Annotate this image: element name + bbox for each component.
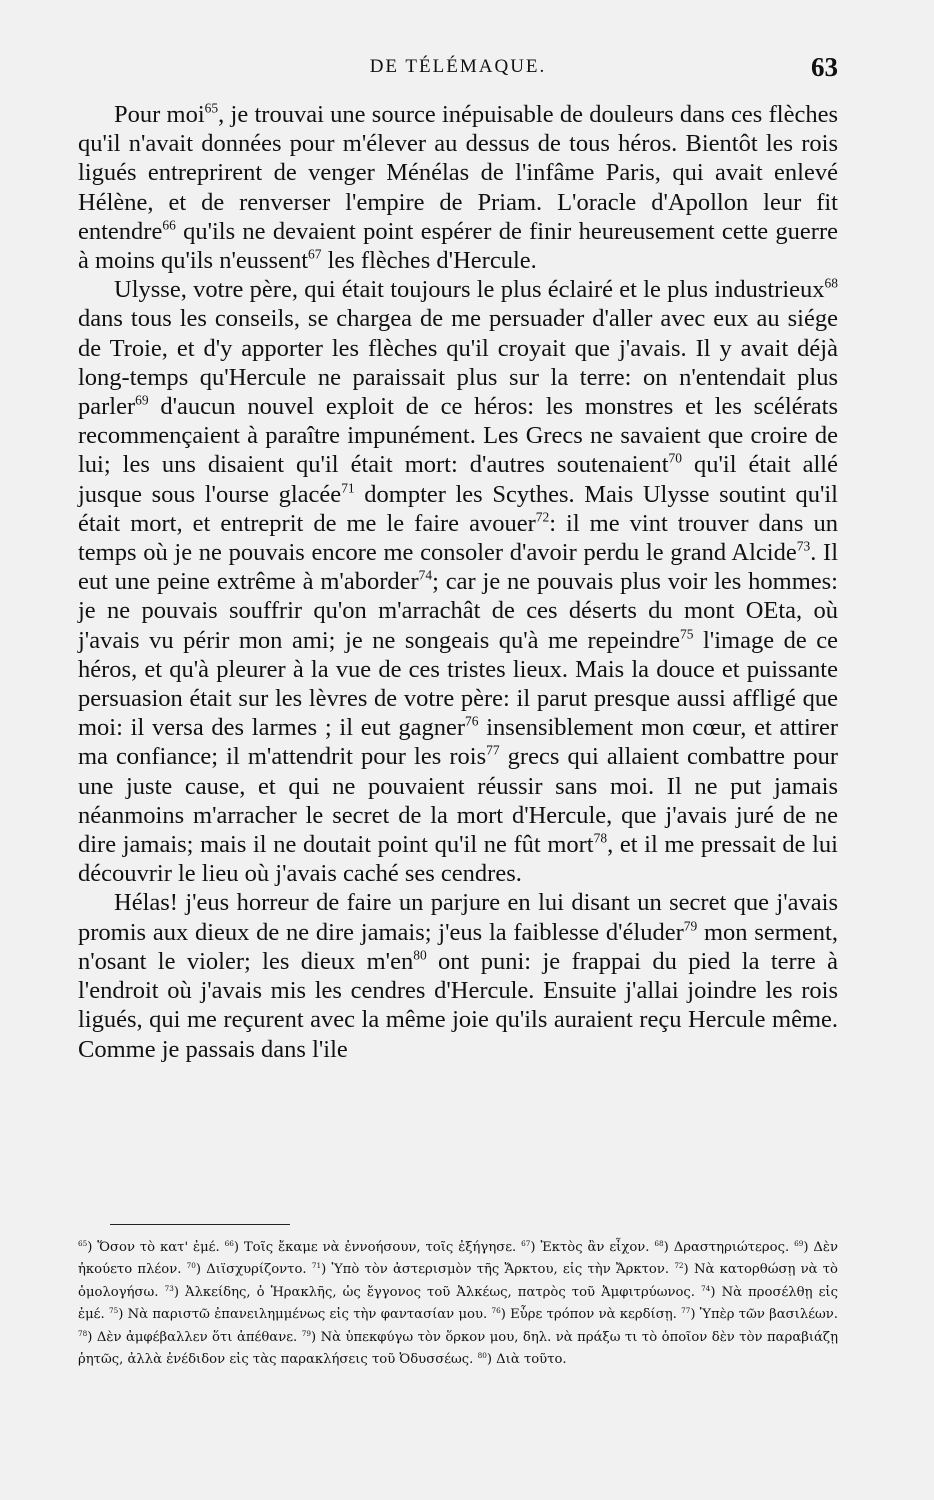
- footnote-number: 65: [78, 1238, 88, 1248]
- footnote-ref: 72: [535, 509, 550, 525]
- footnote-number: 80: [477, 1350, 487, 1360]
- footnote-text: Νὰ προσέλθῃ εἰς ἐμέ.: [78, 1284, 838, 1323]
- footnote-number: 78: [78, 1328, 88, 1338]
- footnote-item: $^{80}$) Διὰ τοῦτο.: [477, 1350, 567, 1368]
- footnote-ref: 65: [204, 100, 219, 116]
- paragraph-text: mon serment, n'osant le violer; les dieux m'en: [78, 918, 838, 975]
- page-number: 63: [811, 52, 838, 82]
- footnote-text: Ἀλκείδης, ὁ Ἡρακλῆς, ὡς ἔγγονος τοῦ Ἀλκέως, πατρὸς τοῦ Ἀμφιτρύωνος.: [185, 1284, 696, 1300]
- footnote-ref: 77: [486, 743, 500, 759]
- paragraph-text: l'image de ce héros, et qu'à pleurer à la vue de ces tristes lieux. Mais la douce et puissante persuasion était sur les lèvres de votre père: il parut presque aussi affligé que moi: il versa des larmes ; il eut gagner: [78, 626, 838, 742]
- footnote-number: 68: [654, 1238, 664, 1248]
- footnote-number: 74: [701, 1283, 711, 1293]
- footnote-ref: 80: [413, 947, 427, 963]
- footnote-text: Διὰ τοῦτο.: [496, 1352, 567, 1368]
- footnote-ref: 71: [341, 480, 355, 496]
- paragraph-text: Hélas! j'eus horreur de faire un parjure en lui disant un secret que j'avais promis aux dieux de ne dire jamais; j'eus la faiblesse d'éluder: [78, 889, 838, 946]
- paragraph-text: . Il eut une peine extrême à m'aborder: [78, 539, 838, 596]
- footnote-text: Δὲν ἠκούετο πλέον.: [78, 1240, 838, 1278]
- footnotes: [78, 1237, 838, 1371]
- footnote-text: Νὰ κατορθώσῃ νὰ τὸ ὁμολογήσω.: [78, 1262, 838, 1300]
- footnote-ref: 76: [465, 713, 479, 729]
- paragraph-text: ; car je ne pouvais plus voir les hommes: je ne pouvais souffrir qu'on m'arrachât de ces déserts du mont OEta, où j'avais vu périr mon ami; je ne songeais qu'à me repeindre: [78, 568, 838, 654]
- footnote-number: 67: [521, 1238, 531, 1248]
- footnote-ref: 79: [683, 918, 698, 934]
- paragraph-text: les flèches d'Hercule.: [321, 247, 537, 275]
- footnote-ref: 73: [796, 538, 811, 554]
- footnote-item: $^{75}$) Νὰ παριστῶ ἐπανειλημμένως εἰς τὴν φαντασίαν μου.: [108, 1306, 488, 1323]
- footnote-text: Δραστηριώτερος.: [673, 1240, 790, 1255]
- footnote-ref: 70: [668, 451, 682, 467]
- footnote-item: $^{72}$) Νὰ κατορθώσῃ νὰ τὸ ὁμολογήσω.: [78, 1261, 838, 1300]
- paragraph: [78, 100, 838, 275]
- footnote-item: $^{73}$) Ἀλκείδης, ὁ Ἡρακλῆς, ὡς ἔγγονος τοῦ Ἀλκέως, πατρὸς τοῦ Ἀμφιτρύωνος.: [164, 1283, 696, 1300]
- footnote-item: $^{76}$) Εὗρε τρόπον νὰ κερδίσῃ.: [491, 1306, 677, 1323]
- paragraph-text: , je trouvai une source inépuisable de douleurs dans ces flèches qu'il n'avait données pour m'élever au dessus de tous héros. Bientôt les rois ligués entreprirent de venger Ménélas de l'infâme Paris, qui avait enlevé Hélène, et de renverser l'empire de Priam. L'oracle d'Apollon leur fit entendre: [78, 101, 838, 245]
- body-text: [78, 100, 838, 1064]
- footnote-item: $^{69}$) Δὲν ἠκούετο πλέον.: [78, 1238, 838, 1278]
- footnote-ref: 69: [135, 392, 149, 408]
- footnote-item: $^{65}$) Ὅσον τὸ κατ' ἐμέ.: [78, 1238, 220, 1255]
- footnote-item: $^{78}$) Δὲν ἀμφέβαλλεν ὅτι ἀπέθανε.: [78, 1328, 298, 1345]
- footnote-item: $^{79}$) Νὰ ὑπεκφύγω τὸν ὅρκον μου, δηλ. νὰ πράξω τι τὸ ὁποῖον δὲν τὸν παραβιάζῃ ῥητῶς, ἀλλὰ ἐνέδιδον εἰς τὰς παρακλήσεις τοῦ Ὀδυσσέως.: [78, 1328, 838, 1368]
- footnote-number: 66: [224, 1238, 234, 1248]
- page-header: [78, 52, 838, 92]
- paragraph-text: Pour moi: [114, 101, 205, 128]
- footnote-item: $^{71}$) Ὑπὸ τὸν ἀστερισμὸν τῆς Ἄρκτου, εἰς τὴν Ἄρκτον.: [311, 1261, 670, 1278]
- footnote-ref: 66: [162, 217, 176, 233]
- footnote-number: 69: [794, 1238, 804, 1248]
- footnote-number: 75: [108, 1306, 119, 1316]
- footnote-block: [78, 1237, 838, 1371]
- footnote-number: 72: [674, 1261, 684, 1271]
- paragraph-text: Ulysse, votre père, qui était toujours le plus éclairé et le plus industrieux: [114, 276, 825, 304]
- footnote-number: 73: [164, 1283, 174, 1293]
- footnote-ref: 75: [680, 626, 694, 642]
- footnote-number: 79: [301, 1328, 311, 1338]
- running-title: DE TÉLÉMAQUE.: [369, 56, 547, 77]
- footnote-ref: 67: [308, 246, 322, 262]
- footnote-text: Νὰ παριστῶ ἐπανειλημμένως εἰς τὴν φαντασίαν μου.: [127, 1307, 488, 1323]
- paragraph-text: d'aucun nouvel exploit de ce héros: les monstres et les scélérats recommençaient à paraître impunément. Les Grecs ne savaient que croire de lui; les uns disaient qu'il était mort: d'autres soutenaient: [78, 393, 838, 479]
- footnote-ref: 74: [418, 567, 433, 583]
- footnote-number: 77: [681, 1306, 691, 1316]
- footnote-number: 71: [311, 1261, 322, 1271]
- footnote-number: 70: [186, 1261, 196, 1271]
- footnote-text: Ὑπὸ τὸν ἀστερισμὸν τῆς Ἄρκτου, εἰς τὴν Ἄρκτον.: [331, 1262, 670, 1278]
- footnote-text: Ὅσον τὸ κατ' ἐμέ.: [97, 1240, 220, 1255]
- paragraph-text: qu'ils ne devaient point espérer de finir heureusement cette guerre à moins qu'ils n'eussent: [78, 217, 838, 275]
- footnote-text: Ἐκτὸς ἂν εἶχον.: [540, 1240, 650, 1255]
- paragraph-text: , et il me pressait de lui découvrir le lieu où j'avais caché ses cendres.: [78, 831, 838, 888]
- footnote-text: Τοῖς ἔκαμε νὰ ἐννοήσουν, τοῖς ἐξήγησε.: [243, 1240, 517, 1255]
- footnote-item: $^{77}$) Ὑπὲρ τῶν βασιλέων.: [681, 1306, 838, 1323]
- footnote-text: Εὗρε τρόπον νὰ κερδίσῃ.: [510, 1307, 677, 1323]
- footnote-text: Διϊσχυρίζοντο.: [206, 1262, 307, 1278]
- footnote-item: $^{70}$) Διϊσχυρίζοντο.: [186, 1261, 307, 1278]
- paragraph-text: qu'il était allé jusque sous l'ourse glacée: [78, 451, 838, 508]
- paragraph-text: insensiblement mon cœur, et attirer ma confiance; il m'attendrit pour les rois: [78, 714, 838, 771]
- paragraph: [78, 888, 838, 1063]
- paragraph-text: ont puni: je frappai du pied la terre à l'endroit où j'avais mis les cendres d'Hercule. Ensuite j'allai joindre les rois ligués, qui me reçurent avec la même joie qu'ils auraient reçu Hercule même. Comme je passais dans l'ile: [78, 947, 838, 1063]
- footnote-ref: 68: [824, 275, 838, 291]
- footnote-number: 76: [491, 1306, 501, 1316]
- footnote-text: Δὲν ἀμφέβαλλεν ὅτι ἀπέθανε.: [96, 1329, 298, 1345]
- paragraph-text: dompter les Scythes. Mais Ulysse soutint qu'il était mort, et entreprit de me le faire avouer: [78, 480, 838, 537]
- paragraph-text: dans tous les conseils, se chargea de me persuader d'aller avec eux au siége de Troie, et d'y apporter les flèches qu'il croyait que j'avais. Il y avait déjà long-temps qu'Hercule ne paraissait plus sur la terre: on n'entendait plus parler: [78, 305, 838, 421]
- footnote-rule: [110, 1224, 290, 1225]
- footnote-text: Ὑπὲρ τῶν βασιλέων.: [699, 1307, 838, 1323]
- paragraph-text: grecs qui allaient combattre pour une juste cause, et qui ne pouvaient réussir sans moi. Il ne put jamais néanmoins m'arracher le secret de la mort d'Hercule, que j'avais juré de ne dire jamais; mais il ne doutait point qu'il ne fût mort: [78, 743, 838, 859]
- footnote-item: $^{66}$) Τοῖς ἔκαμε νὰ ἐννοήσουν, τοῖς ἐξήγησε.: [224, 1238, 517, 1255]
- footnote-text: Νὰ ὑπεκφύγω τὸν ὅρκον μου, δηλ. νὰ πράξω τι τὸ ὁποῖον δὲν τὸν παραβιάζῃ ῥητῶς, ἀλλὰ ἐνέδιδον εἰς τὰς παρακλήσεις τοῦ Ὀδυσσέως.: [78, 1329, 838, 1368]
- footnote-item: $^{74}$) Νὰ προσέλθῃ εἰς ἐμέ.: [78, 1283, 838, 1323]
- paragraph-text: : il me vint trouver dans un temps où je ne pouvais encore me consoler d'avoir perdu le grand Alcide: [78, 509, 838, 567]
- footnote-item: $^{68}$) Δραστηριώτερος.: [654, 1238, 790, 1255]
- footnote-ref: 78: [593, 830, 608, 846]
- footnote-item: $^{67}$) Ἐκτὸς ἂν εἶχον.: [521, 1238, 650, 1255]
- paragraph: [78, 275, 838, 888]
